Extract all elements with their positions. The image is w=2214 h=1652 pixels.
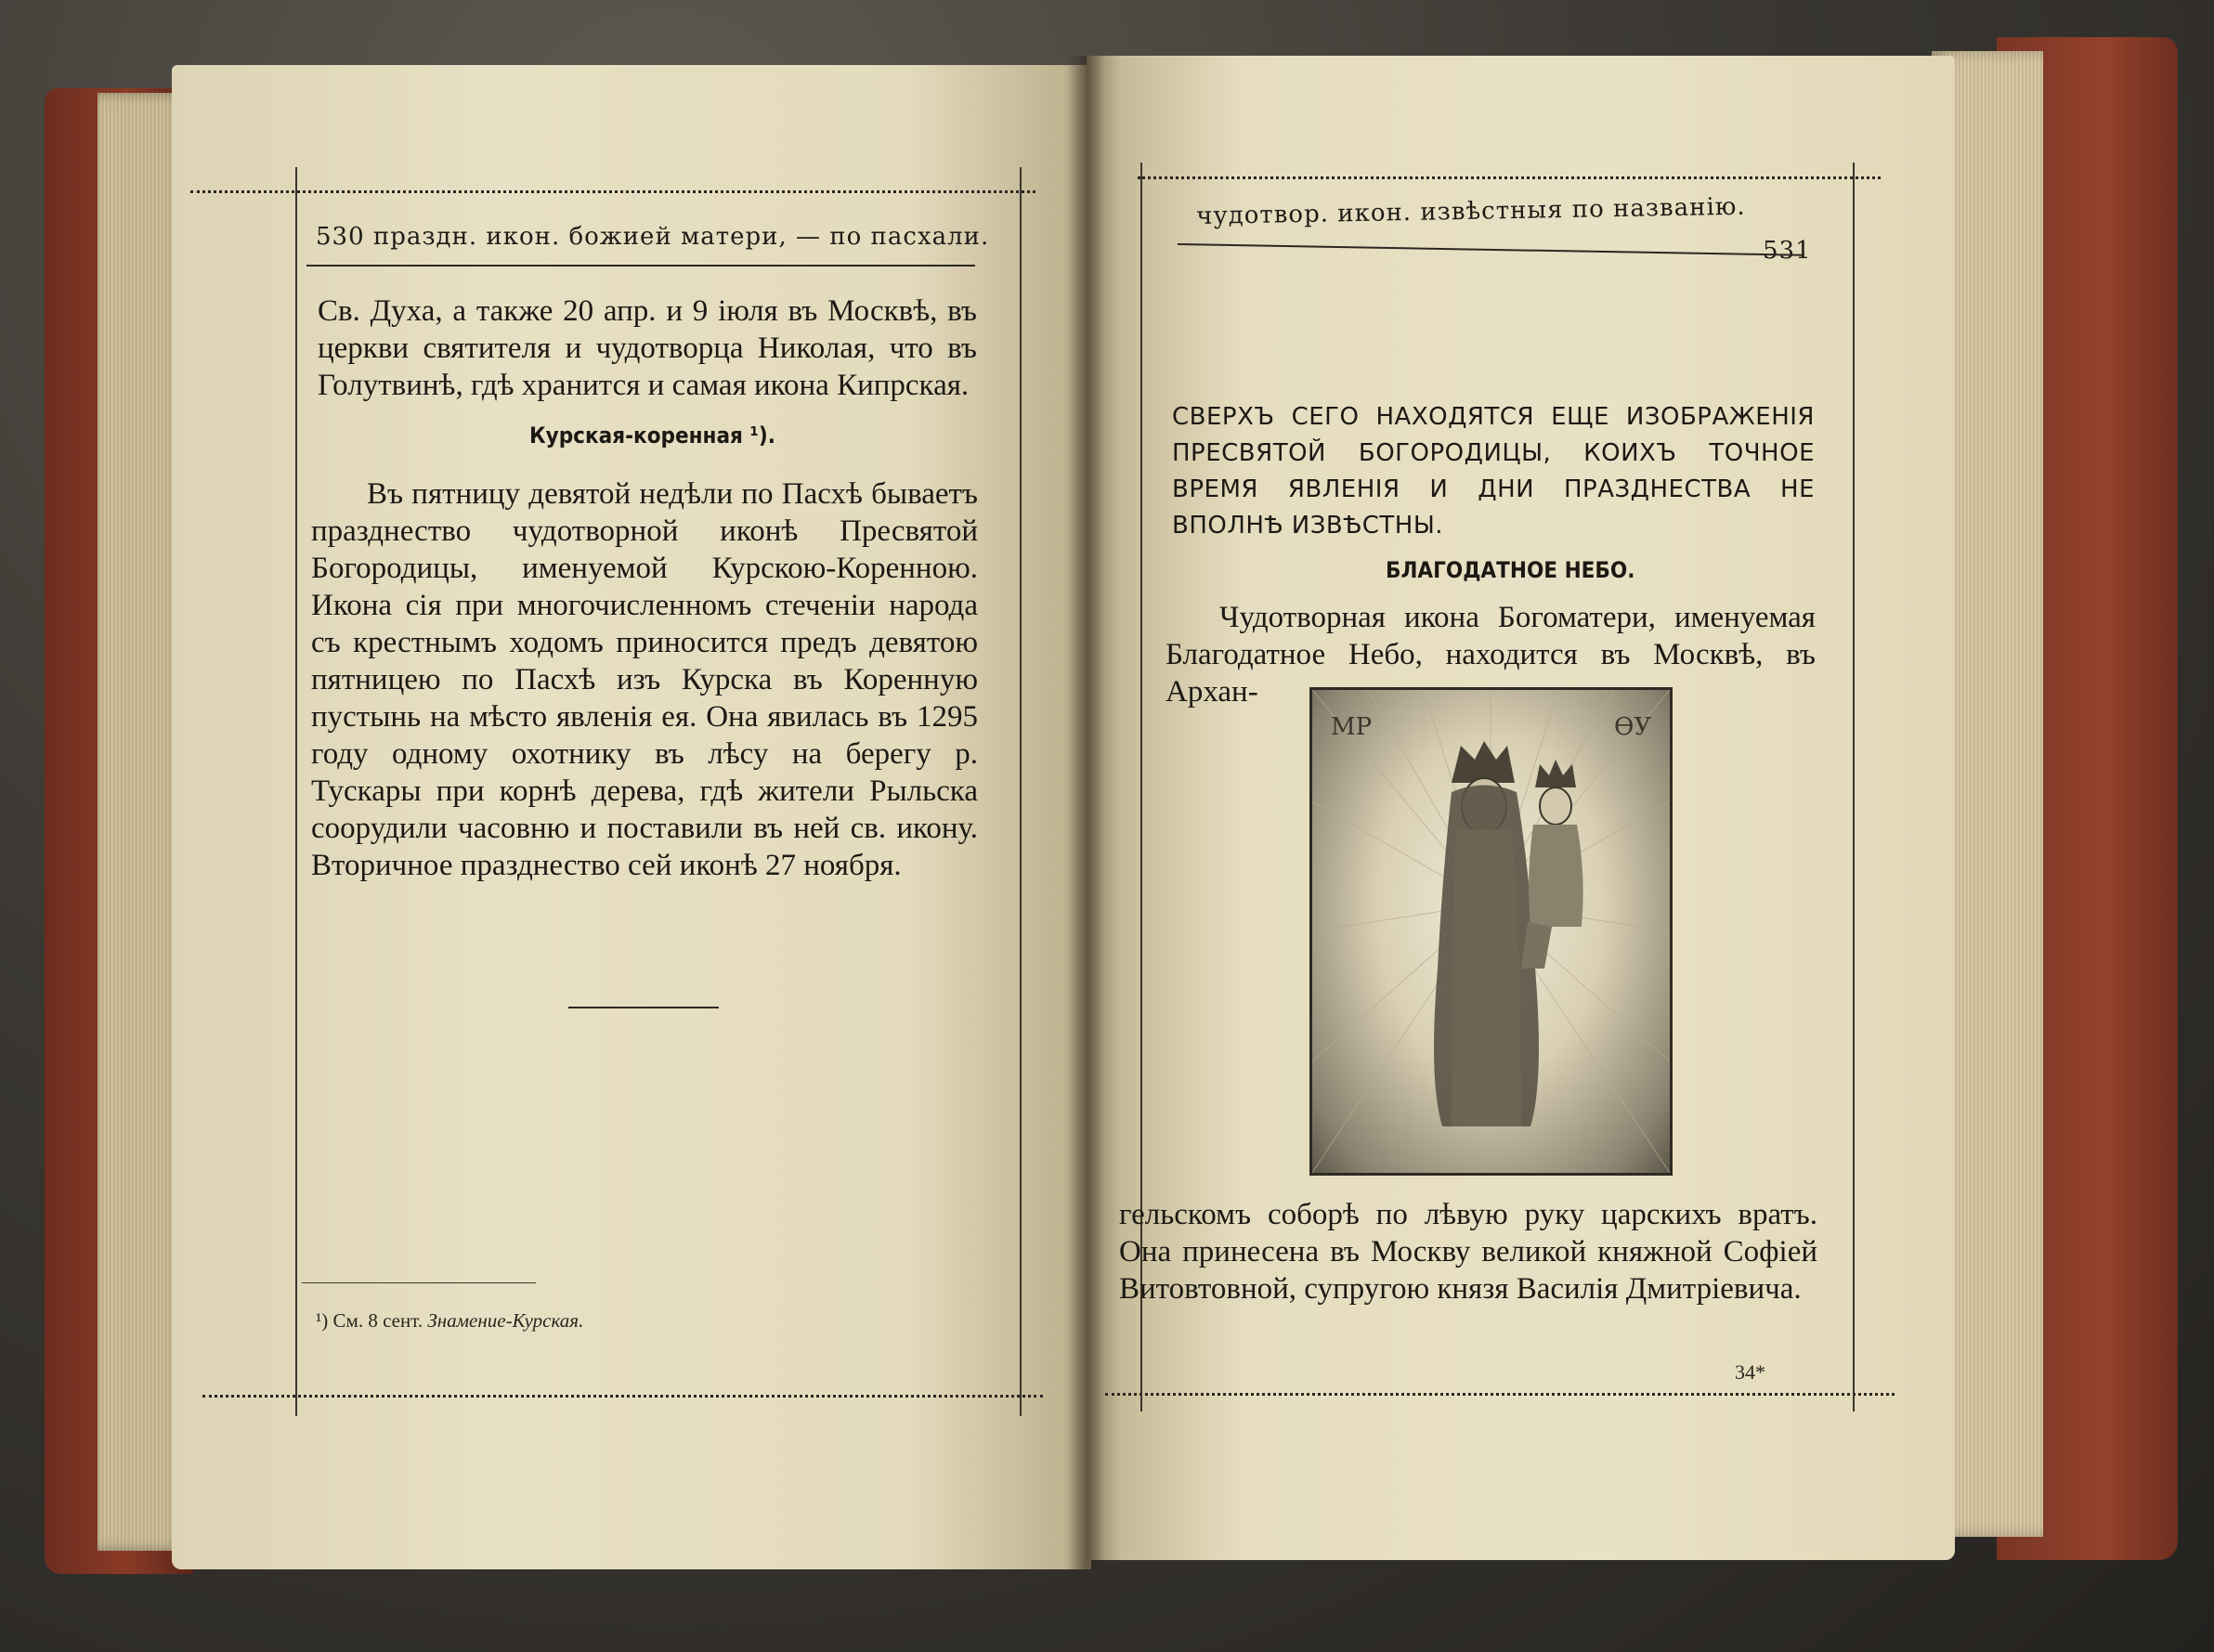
left-paragraph-main [311,475,978,884]
right-frame-top [1138,176,1881,179]
gutter-shadow [1068,56,1105,1569]
left-frame-right [1020,167,1022,1416]
icon-monogram-left: МР [1331,713,1373,741]
right-signature-mark: 34* [1735,1360,1765,1384]
right-intro [1172,399,1815,544]
right-intro-text: СВЕРХЪ СЕГО НАХОДЯТСЯ ЕЩЕ ИЗОБРАЖЕНІЯ ПРЕСВЯТОЙ БОГОРОДИЦЫ, КОИХЪ ТОЧНОЕ ВРЕМЯ ЯВЛЕНІЯ И ДНИ ПРАЗДНЕСТВА НЕ ВПОЛНѢ ИЗВѢСТНЫ. [1172,403,1815,540]
left-head-rule [306,265,975,267]
left-frame-top [190,190,1035,193]
icon-monogram-right: ѲУ [1614,713,1652,741]
left-footnote [316,1309,583,1333]
right-paragraph-top-text: Чудотворная икона Богоматери, именуемая Благодатное Небо, находится въ Москвѣ, въ Архан- [1166,601,1816,709]
footnote-prefix: ¹) См. 8 сент. [316,1309,423,1332]
left-end-rule [568,1007,719,1008]
left-frame-left [295,167,297,1416]
virgin-and-child-engraving [1312,690,1670,1173]
right-paragraph-bottom [1119,1196,1817,1307]
right-heading: БЛАГОДАТНОЕ НЕБО. [1386,557,1635,583]
left-paragraph-top-text: Св. Духа, а также 20 апр. и 9 іюля въ Москвѣ, въ церкви святителя и чудотворца Николая, что въ Голутвинѣ, гдѣ хранится и самая икона Кипрская. [318,294,977,402]
left-footnote-rule [302,1282,536,1283]
right-paragraph-bottom-text: гельскомъ соборѣ по лѣвую руку царскихъ вратъ. Она принесена въ Москву великой княжной Софіей Витовтовной, супругою князя Василія Дмитріевича. [1119,1198,1817,1306]
right-frame-right [1853,163,1855,1411]
right-running-head: чудотвор. икон. извѣстныя по названію. [1196,192,1746,230]
left-paragraph-main-text: Въ пятницу девятой недѣли по Пасхѣ бываетъ празднество чудотворной иконѣ Пресвятой Богородицы, именуемой Курскою-Коренною. Икона сія при многочисленномъ стеченіи народа съ крестнымъ ходомъ приносится предъ девятою пятницею по Пасхѣ изъ Курска въ Коренную пустынь на мѣсто явленія ея. Она явилась въ 1295 году одному охотнику въ лѣсу на берегу р. Тускары при корнѣ дерева, гдѣ жители Рыльска соорудили часовню и поставили въ ней св. икону. Вторичное празднество сей иконѣ 27 ноября. [311,477,978,882]
right-page-number: 531 [1763,237,1812,265]
left-running-head: 530 праздн. икон. божией матери, — по пасхали. [316,223,990,251]
icon-engraving [1309,687,1673,1176]
left-paragraph-top [318,293,977,404]
left-frame-bottom [202,1395,1043,1398]
footnote-reference: Знамение-Курская. [427,1309,584,1332]
right-frame-bottom [1105,1393,1895,1396]
left-heading: Курская-коренная ¹). [529,423,775,449]
